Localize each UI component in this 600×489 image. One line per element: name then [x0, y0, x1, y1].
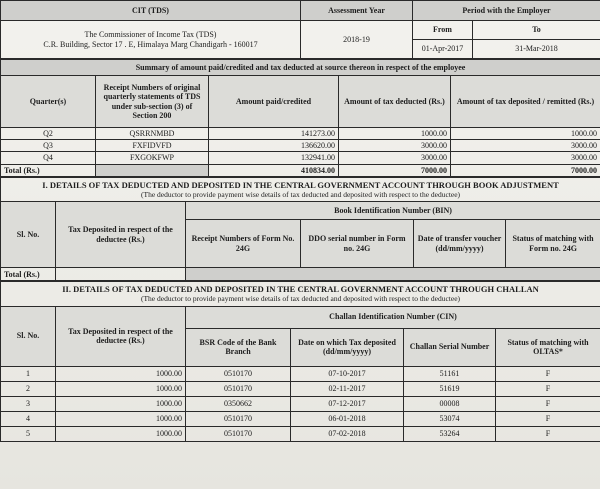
s2-col-date: Date on which Tax deposited (dd/mm/yyyy): [291, 328, 404, 366]
s1-total-blank: [186, 268, 600, 281]
status-cell: F: [496, 411, 600, 426]
col-taxdep: Amount of tax deposited / remitted (Rs.): [451, 76, 600, 128]
table-row: [1, 396, 600, 411]
receipt-cell: FXGOKFWP: [96, 152, 209, 164]
cit-label: CIT (TDS): [1, 1, 301, 21]
bsr-cell: 0350662: [186, 396, 291, 411]
table-row: [1, 426, 600, 441]
to-label: To: [473, 21, 600, 40]
tax-cell: 1000.00: [56, 426, 186, 441]
bsr-cell: 0510170: [186, 411, 291, 426]
total-taxdep: 7000.00: [451, 164, 600, 176]
s1-col-receipt: Receipt Numbers of Form No. 24G: [186, 220, 301, 268]
col-quarter: Quarter(s): [1, 76, 96, 128]
table-row: [1, 411, 600, 426]
bsr-cell: 0510170: [186, 381, 291, 396]
summary-total-row: [1, 164, 600, 176]
bsr-cell: 0510170: [186, 366, 291, 381]
sl-cell: 4: [1, 411, 56, 426]
quarter-cell: Q4: [1, 152, 96, 164]
total-label: Total (Rs.): [1, 164, 96, 176]
tax-cell: 1000.00: [56, 396, 186, 411]
tax-cell: 1000.00: [56, 411, 186, 426]
table-row: [1, 140, 600, 152]
challan-table: [0, 281, 600, 441]
tax-cell: 1000.00: [56, 366, 186, 381]
serial-cell: 53074: [404, 411, 496, 426]
sl-cell: 5: [1, 426, 56, 441]
section1-total-row: [1, 268, 600, 281]
sl-cell: 3: [1, 396, 56, 411]
receipt-cell: FXFIDVFD: [96, 140, 209, 152]
amount-cell: 132941.00: [209, 152, 339, 164]
tax-cell: 1000.00: [56, 381, 186, 396]
s2-col-bsr: BSR Code of the Bank Branch: [186, 328, 291, 366]
s1-total-value: [56, 268, 186, 281]
amount-cell: 136620.00: [209, 140, 339, 152]
serial-cell: 53264: [404, 426, 496, 441]
serial-cell: 51619: [404, 381, 496, 396]
status-cell: F: [496, 381, 600, 396]
quarter-cell: Q3: [1, 140, 96, 152]
table-row: [1, 366, 600, 381]
s1-col-date: Date of transfer voucher (dd/mm/yyyy): [414, 220, 506, 268]
s2-col-serial: Challan Serial Number: [404, 328, 496, 366]
receipt-cell: QSRRNMBD: [96, 128, 209, 140]
s2-col-tax: Tax Deposited in respect of the deductee (Rs.): [56, 306, 186, 366]
s2-col-status: Status of matching with OLTAS*: [496, 328, 600, 366]
s1-col-ddo: DDO serial number in Form no. 24G: [301, 220, 414, 268]
taxdep-cell: 1000.00: [451, 128, 600, 140]
col-amount: Amount paid/credited: [209, 76, 339, 128]
total-taxded: 7000.00: [339, 164, 451, 176]
section2-subtitle: (The deductor to provide payment wise details of tax deducted and deposited with respect to the deductee): [140, 293, 461, 303]
from-label: From: [413, 21, 473, 40]
summary-table: [0, 59, 600, 177]
status-cell: F: [496, 366, 600, 381]
summary-title: Summary of amount paid/credited and tax deducted at source thereon in respect of the employee: [1, 60, 600, 76]
date-cell: 07-10-2017: [291, 366, 404, 381]
s1-col-status: Status of matching with Form no. 24G: [506, 220, 600, 268]
date-cell: 06-01-2018: [291, 411, 404, 426]
cin-label: Challan Identification Number (CIN): [186, 306, 600, 328]
table-row: [1, 128, 600, 140]
table-row: [1, 381, 600, 396]
cit-address-line1: The Commissioner of Income Tax (TDS): [84, 30, 217, 40]
period-label: Period with the Employer: [413, 1, 600, 21]
s1-col-slno: Sl. No.: [1, 202, 56, 268]
status-cell: F: [496, 396, 600, 411]
taxdep-cell: 3000.00: [451, 140, 600, 152]
section2-title: II. DETAILS OF TAX DEDUCTED AND DEPOSITED IN THE CENTRAL GOVERNMENT ACCOUNT THROUGH CHALLAN: [62, 284, 539, 295]
section1-heading: [1, 177, 600, 201]
bin-label: Book Identification Number (BIN): [186, 202, 600, 220]
quarter-cell: Q2: [1, 128, 96, 140]
bsr-cell: 0510170: [186, 426, 291, 441]
taxdep-cell: 3000.00: [451, 152, 600, 164]
to-value: 31-Mar-2018: [473, 40, 600, 59]
amount-cell: 141273.00: [209, 128, 339, 140]
serial-cell: 51161: [404, 366, 496, 381]
total-receipt-blank: [96, 164, 209, 176]
sl-cell: 1: [1, 366, 56, 381]
date-cell: 07-02-2018: [291, 426, 404, 441]
from-value: 01-Apr-2017: [413, 40, 473, 59]
book-adjustment-table: [0, 177, 600, 281]
status-cell: F: [496, 426, 600, 441]
taxded-cell: 1000.00: [339, 128, 451, 140]
taxded-cell: 3000.00: [339, 140, 451, 152]
taxded-cell: 3000.00: [339, 152, 451, 164]
ay-value: 2018-19: [301, 21, 413, 59]
section2-heading: [1, 282, 600, 306]
sl-cell: 2: [1, 381, 56, 396]
col-taxded: Amount of tax deducted (Rs.): [339, 76, 451, 128]
header-table: [0, 0, 600, 59]
cit-address: [1, 21, 301, 59]
serial-cell: 00008: [404, 396, 496, 411]
section1-subtitle: (The deductor to provide payment wise details of tax deducted and deposited with respect to the deductee): [141, 189, 461, 199]
s1-col-tax: Tax Deposited in respect of the deductee (Rs.): [56, 202, 186, 268]
s2-col-slno: Sl. No.: [1, 306, 56, 366]
total-amount: 410834.00: [209, 164, 339, 176]
section1-title: I. DETAILS OF TAX DEDUCTED AND DEPOSITED IN THE CENTRAL GOVERNMENT ACCOUNT THROUGH BOOK ADJUSTMENT: [42, 179, 559, 190]
s1-total-label: Total (Rs.): [1, 268, 56, 281]
date-cell: 02-11-2017: [291, 381, 404, 396]
table-row: [1, 152, 600, 164]
cit-address-line2: C.R. Building, Sector 17 . E, Himalaya Marg Chandigarh - 160017: [43, 39, 258, 49]
ay-label: Assessment Year: [301, 1, 413, 21]
col-receipt: Receipt Numbers of original quarterly statements of TDS under sub-section (3) of Section 200: [96, 76, 209, 128]
date-cell: 07-12-2017: [291, 396, 404, 411]
